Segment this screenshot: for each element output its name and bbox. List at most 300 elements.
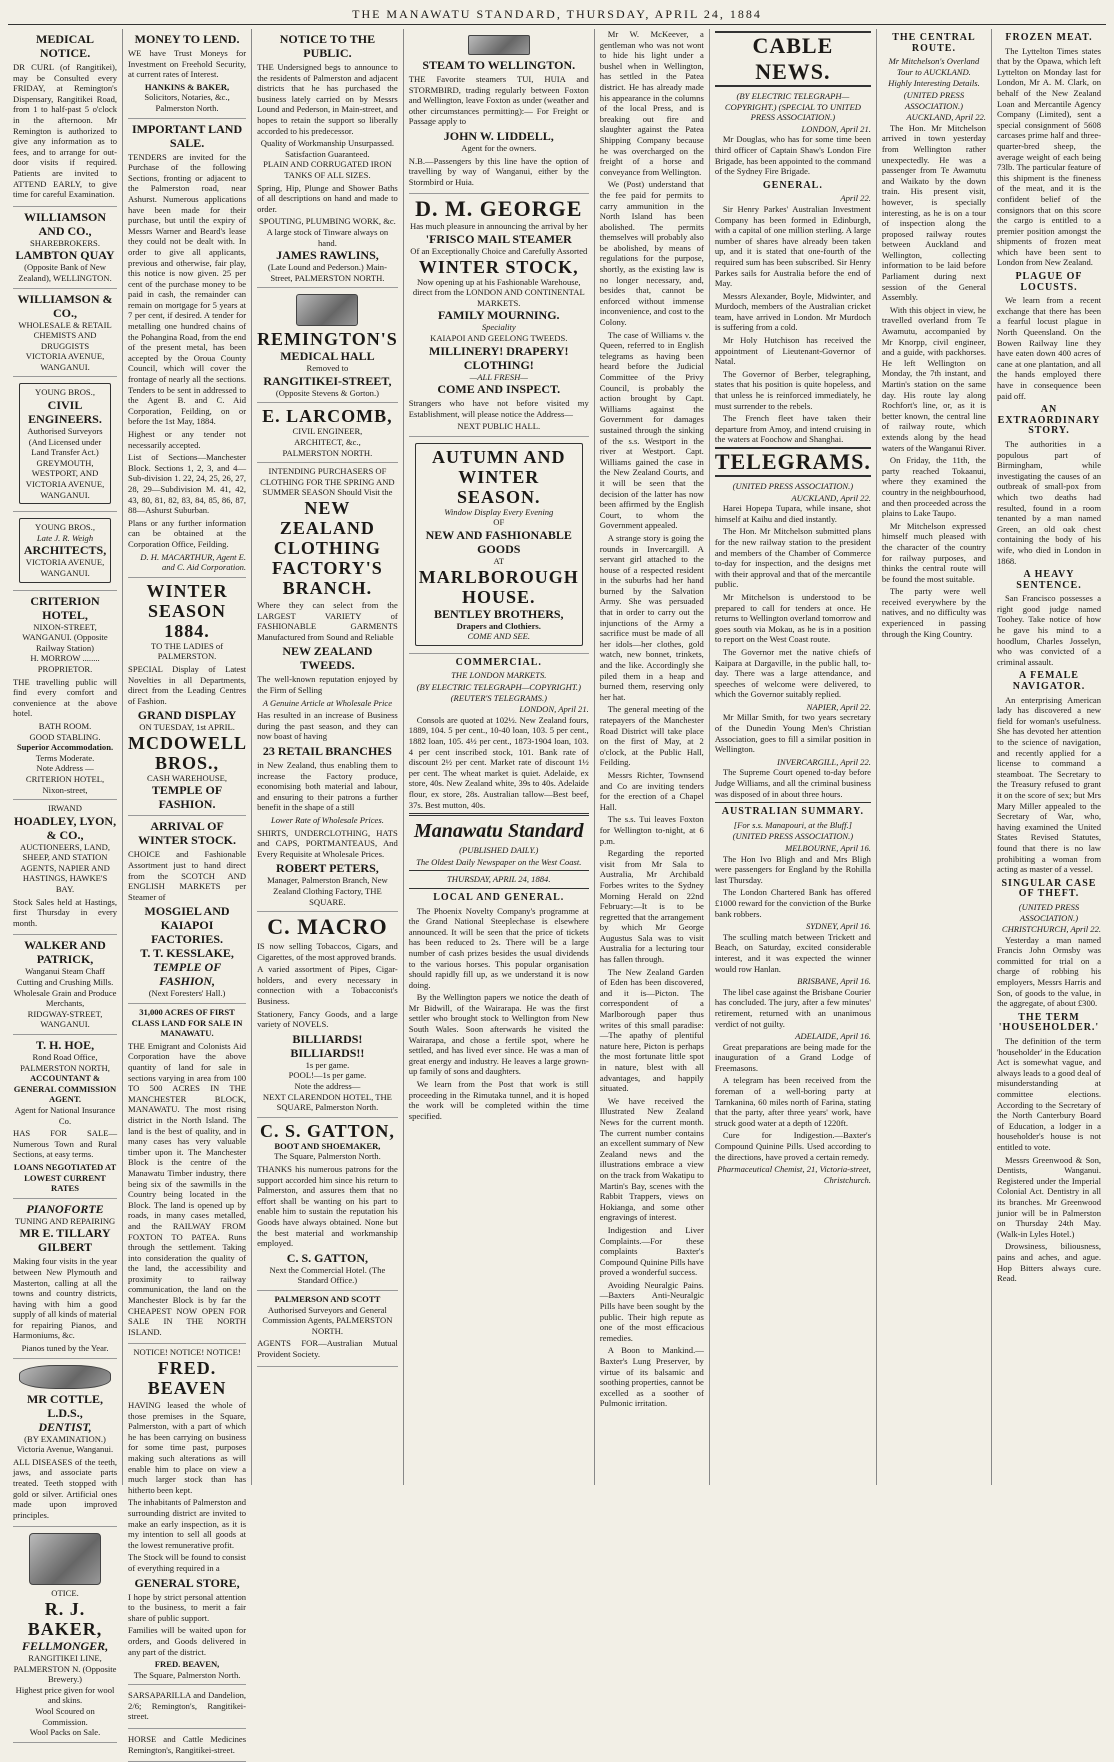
- column-3: [252, 29, 404, 1485]
- beaven-sign: FRED. BEAVEN,: [154, 1659, 220, 1670]
- george-body3: Now opening up at his Fashionable Warehouse, direct from the LONDON AND CONTINENTAL MARKETS.: [412, 276, 585, 308]
- winter-season-ad: [128, 578, 246, 817]
- column-7: [877, 29, 992, 1485]
- heavy-sentence-title: A HEAVY SENTENCE.: [1016, 569, 1082, 591]
- winter-title: WINTER SEASON 1884.: [146, 580, 228, 641]
- sarsaparilla-ad: [128, 1685, 246, 1729]
- public-quality: Quality of Workmanship Unsurpassed.: [260, 138, 395, 149]
- aus-sub: [For s.s. Manapouri, at the Bluff.]: [733, 819, 852, 830]
- telegrams-paragraph-6: The Supreme Court opened to-day before Judge Williams, and all the criminal business was disposed of in about three hours.: [714, 767, 871, 799]
- hoe-ad: [13, 1035, 117, 1199]
- column-1: [8, 29, 123, 1738]
- local-rule: [409, 888, 589, 889]
- aus-sign: Pharmaceutical Chemist, 21, Victoria-street, Christchurch.: [717, 1164, 871, 1185]
- macro-ad: [257, 912, 398, 1118]
- telegrams-date-2: NAPIER, April 22.: [806, 701, 871, 712]
- baker-end: Wool Packs on Sale.: [29, 1727, 101, 1738]
- clothing-genuine: A Genuine Article at Wholesale Price: [262, 697, 393, 708]
- public-notice-ad: [257, 29, 398, 288]
- remington-title: REMINGTON'S: [257, 329, 398, 350]
- medical-notice-ad: [13, 29, 117, 207]
- news-paragraph-9: The New Zealand Garden of Eden has been discovered, and it is—Picton. The correspondent of a Marlborough paper thus writes of this small paradise:—The apathy of plentiful nature here, Picton is perhaps the most fortunate little spot in nature, blest with all advantages, and happily situated.: [599, 966, 704, 1094]
- beaven-store: GENERAL STORE,: [134, 1575, 240, 1590]
- dentures-engraving: [19, 1365, 111, 1389]
- public-satisfaction: Satisfaction Guaranteed.: [285, 148, 370, 159]
- remington-street: RANGITIKEI-STREET,: [263, 373, 392, 388]
- criterion-terms: Terms Moderate.: [35, 752, 95, 763]
- young-address: GREYMOUTH, WESTPORT, AND VICTORIA AVENUE, WANGANUI.: [25, 457, 105, 500]
- central-paragraph-1: The Hon. Mr Mitchelson arrived in town yesterday from Wellington rather unexpectedly. He was a passenger from Te Awamutu and Waikato by the down train. His present visit, however, is specially interesting, as he is on a tour of inspection along the proposed railway routes between Auckland and Wellington, collecting information to be laid before Parliament during next session of the General Assembly.: [881, 122, 986, 303]
- piano-title: PIANOFORTE: [26, 1201, 104, 1216]
- column-2: [123, 29, 252, 1755]
- clothing-body2: The well-known reputation enjoyed by the Firm of Selling: [257, 674, 398, 695]
- clothing-body: Where they can select from the LARGEST VARIETY of FASHIONABLE GARMENTS Manufactured from Sound and Reliable: [257, 600, 398, 642]
- palmerson-name: PALMERSON AND SCOTT: [274, 1293, 381, 1304]
- criterion-body: THE travelling public will find every comfort and convenience at the above hotel.: [13, 676, 118, 719]
- palmerson-body: Authorised Surveyors and General Commission Agents, PALMERSTON NORTH.: [262, 1304, 393, 1336]
- beaven-title: FRED. BEAVEN: [147, 1358, 227, 1399]
- money-to-lend-ad: [128, 29, 246, 119]
- beaven-ad: [128, 1344, 246, 1685]
- baker-body: Highest price given for wool and skins.: [15, 1684, 115, 1706]
- rawlins-sub: (Late Lound and Pederson.) Main-Street, PALMERSTON NORTH.: [267, 262, 387, 283]
- peters-sub: Manager, Palmerston Branch, New Zealand Clothing Factory, THE SQUARE.: [267, 875, 388, 907]
- hoadley-trade: AUCTIONEERS, LAND, SHEEP, AND STATION AGENTS, NAPIER AND HASTINGS, HAWKE'S BAY.: [20, 841, 111, 895]
- clothing-title: NEW ZEALAND CLOTHING FACTORY'S BRANCH.: [272, 498, 383, 599]
- baker-name: R. J. BAKER,: [27, 1599, 103, 1639]
- larcomb-name: E. LARCOMB,: [262, 406, 393, 427]
- horse-medicine-ad: [128, 1729, 246, 1762]
- land-plans: Plans or any further information can be obtained at the Corporation Office, Feilding.: [128, 517, 247, 549]
- george-fresh: —ALL FRESH—: [469, 371, 528, 382]
- criterion-address: NIXON-STREET, WANGANUI. (Opposite Railway Station): [22, 621, 108, 653]
- aus-date-1: MELBOURNE, April 16.: [785, 843, 871, 853]
- medical-notice-title: MEDICAL NOTICE.: [36, 32, 95, 60]
- news-paragraph-6: Messrs Richter, Townsend and Co are inviting tenders for the erection of a Chapel Hall.: [599, 769, 704, 812]
- george-mourning: FAMILY MOURNING.: [437, 308, 560, 323]
- walker-address: RIDGWAY-STREET, WANGANUI.: [27, 1008, 103, 1030]
- hoadley-lyon-ad: [13, 800, 117, 935]
- george-speciality: Speciality: [481, 322, 516, 333]
- young-bros-engineers-ad: [13, 377, 117, 512]
- news-paragraph-8: Regarding the reported visit from Mr Sala to Australia, Mr Archibald Forbes writes to the Sydney Morning Herald on 22nd February:—It is to be regretted that the arrangement by which Mr George Augustus Sala was to visit Australia for a lecturing tour has fallen through.: [599, 848, 704, 965]
- aus-date-4: ADELAIDE, April 16.: [795, 1031, 871, 1042]
- aus-paragraph-2: The London Chartered Bank has offered £1000 reward for the conviction of the Burke bank robbers.: [714, 887, 871, 919]
- autumn-of: OF: [493, 517, 505, 528]
- williamson-address: (Opposite Bank of New Zealand), WELLINGTON.: [18, 262, 112, 283]
- notice-title: NOTICE! NOTICE! NOTICE!: [133, 1347, 241, 1358]
- cable-sub: (BY ELECTRIC TELEGRAPH—COPYRIGHT.) (SPECIAL TO UNITED PRESS ASSOCIATION.): [724, 91, 861, 123]
- medical-notice-body: DR CURL (of Rangitikei), may be Consulted every FRIDAY, at Remington's Dispensary, Rangitikei Road, from 1 to half-past 5 o'clock in the afternoon. Mr Remington is authorized to give any information as to fees, and to arrange for out-door visits if required. Patients are invited to ATTEND EARLY, to give time for careful Examination.: [13, 62, 118, 200]
- acres-for-sale-ad: [128, 1004, 246, 1344]
- macro-address: NEXT CLARENDON HOTEL, THE SQUARE, Palmerston North.: [262, 1091, 392, 1113]
- george-kaiapoi: KAIAPOI AND GEELONG TWEEDS.: [430, 332, 568, 343]
- williamson-trade: SHAREBROKERS.: [30, 237, 100, 248]
- bentley-name: BENTLEY BROTHERS,: [433, 606, 564, 621]
- land-body: TENDERS are invited for the Purchase of the following Sections, fronting or adjacent to the Palmerston road, near Ashurst. Numerous applications have been made for their purchase, but until the expiry of Messrs Warner and Beard's lease they could not be dealt with. In order to give all applicants, previous and otherwise, fair play, this notice is now given. 25 per cent of the purchase money to be paid in cash, the remainder can remain on mortgage for 5 years at 7 per cent, if desired. A tender for metalling one hundred chains of the Pohangina Road, from the end of the present metal, has been accepted by the Oroua County Council, which will cover the frontage of nearly all the sections. Tenders to be sent in addressed to the Agent B. and C. Aid Corporation, Feilding, on or before the 1st May, 1884.: [128, 151, 247, 427]
- aus-date-3: BRISBANE, April 16.: [797, 976, 871, 987]
- column-5: [595, 29, 710, 1485]
- female-navigator-body: An enterprising American lady has discovered a new field for woman's usefulness. She has devoted her attention to the science of navigation, and recently applied for a license to command a steamboat. The Secretary to the Treasury refused to grant it on the score of sex; but Mrs Mary Miller appealed to the Secretary of War, who, having examined the United States Revised Statutes, found that there is no law prohibiting a woman from acting as master of a vessel.: [996, 694, 1102, 875]
- theft-title: SINGULAR CASE OF THEFT.: [1001, 877, 1097, 900]
- remington-opposite: (Opposite Stevens & Gorton.): [275, 387, 379, 398]
- commercial-wire: (BY ELECTRIC TELEGRAPH—COPYRIGHT.) (REUTER'S TELEGRAMS.): [416, 682, 581, 703]
- aus-paragraph-1: The Hon Ivo Bligh and and Mrs Bligh were passengers for England by the Rohilla last Thursday.: [714, 853, 871, 885]
- beaven-body: HAVING leased the whole of those premises in the Square, Palmerston, with a part of which he has been carrying on business for some time past, purposes making such alterations as will enable him to place on view a much larger stock than has hitherto been kept.: [128, 1400, 247, 1495]
- hoe-trade: ACCOUNTANT & GENERAL COMMISSION AGENT.: [13, 1073, 117, 1105]
- heavy-sentence-body: San Francisco possesses a right good judge named Toohey. Take notice of how he gave his mind to a hoodlum, Charles Josselyn, who was convicted of a criminal assault.: [996, 593, 1102, 667]
- masthead: THE MANAWATU STANDARD, THURSDAY, APRIL 24, 1884: [8, 4, 1106, 25]
- williamson-sharebrokers-ad: [13, 207, 117, 289]
- arrival-body: CHOICE and Fashionable Assortment just to hand direct from the SCOTCH AND ENGLISH MARKETS per Steamer of: [128, 849, 247, 902]
- williamson-street: LAMBTON QUAY: [15, 248, 115, 263]
- macro-body2: A varied assortment of Pipes, Cigar-holders, and every necessary in connection with a Tobacconist's Business.: [257, 964, 398, 1007]
- aus-date-2: SYDNEY, April 16.: [805, 921, 871, 932]
- gatton-sign: C. S. GATTON,: [286, 1250, 369, 1265]
- autumn-at: AT: [493, 556, 505, 567]
- telegrams-paragraph-3: Mr Mitchelson is understood to be prepared to call for tenders at once. He returns to Wellington overland tomorrow and goes south via Mokau, as he is in a position to report on the West Coast route.: [714, 591, 871, 645]
- criterion-bath: BATH ROOM.: [38, 720, 92, 731]
- commercial-body: Consols are quoted at 102½. New Zealand fours, 1889, 104. 5 per cent., 10-40 loan, 103. 5 per cent., 1882 loan, 105. 4½ per cent., 1873-1904 loan, 103. 4 per cent inscribed stock, 101. Bank rate of discount 2½ per cent. Market rate of discount 1½ per cent. The wheat market is quiet. Adelaide, ex store, 40s. New Zealand white, 39s to 40s. Adelaide flour, ex store, 28s. Australian tallow—Best beef, 37s. Best mutton, 40s.: [408, 714, 589, 810]
- telegrams-date-1: AUCKLAND, April 22.: [791, 492, 871, 503]
- public-title: NOTICE TO THE PUBLIC.: [279, 32, 376, 60]
- commercial-date: LONDON, April 21.: [519, 704, 589, 715]
- cable-date-2: April 22.: [840, 193, 871, 204]
- winter-sub: TO THE LADIES of PALMERSTON.: [151, 640, 224, 662]
- young-trade: CIVIL ENGINEERS.: [28, 398, 102, 427]
- telegrams-paragraph-1: Harei Hopepa Tupara, while insane, shot himself at Kaihu and died instantly.: [714, 503, 871, 524]
- female-navigator-title: A FEMALE NAVIGATOR.: [1012, 670, 1086, 693]
- mosgiel-line: MOSGIEL AND KAIAPOI FACTORIES.: [144, 904, 230, 947]
- news-paragraph-5: The general meeting of the ratepayers of the Manchester Road District will take place on the first of May, at 2 o'clock, at the Public Hall, Feilding.: [599, 704, 704, 768]
- criterion-note: Note Address — CRITERION HOTEL, Nixon-street,: [25, 763, 105, 795]
- local-title: LOCAL AND GENERAL.: [433, 891, 565, 903]
- news-paragraph-13: A Boon to Mankind.—Baxter's Lung Preserver, by virtue of its balsamic and soothing properties, cannot be excelled as a soother of Pulmonic irritation.: [599, 1345, 704, 1409]
- beaven-body4: I hope by strict personal attention to the business, to merit a fair share of public support.: [128, 1591, 247, 1623]
- aus-press: (UNITED PRESS ASSOCIATION.): [732, 831, 854, 842]
- hoadley-name: HOADLEY, LYON, & CO.,: [13, 813, 117, 842]
- walker-name: WALKER AND PATRICK,: [24, 938, 106, 967]
- telegrams-paragraph-4: The Governor met the native chiefs of Kaipara at Dargaville, in the public hall, to-day. There was a large attendance, and speeches of welcome were delivered, to which the Governor suitably replied.: [714, 646, 871, 700]
- paper-oldest: The Oldest Daily Newspaper on the West Coast.: [416, 856, 582, 867]
- baker-address: RANGITIKEI LINE, PALMERSTON N. (Opposite Brewery.): [13, 1653, 117, 1685]
- george-name: D. M. GEORGE: [415, 196, 583, 222]
- george-address: NEXT PUBLIC HALL.: [457, 421, 541, 432]
- land-list: List of Sections—Manchester Block. Sections 1, 2, 3, and 4—Sub-division 1. 22, 24, 25, 26, 27, 28, 29—Subdivision M. 41, 42, 43, 80, 81, 82, 83, 84, 85, 86, 87, 88—Ashurst Suburban.: [128, 452, 247, 516]
- walker-body2: Wholesale Grain and Produce Merchants,: [13, 987, 117, 1009]
- hoe-loans: LOANS NEGOTIATED AT LOWEST CURRENT RATES: [13, 1161, 117, 1194]
- cottle-trade: DENTIST,: [38, 1419, 92, 1434]
- young2-address: VICTORIA AVENUE, WANGANUI.: [25, 557, 105, 578]
- cable-date-1: LONDON, April 21.: [801, 123, 871, 134]
- news-paragraph-11: Indigestion and Liver Complaints.—For these complaints Baxter's Compound Quinine Pills have proved a wonderful success.: [599, 1224, 704, 1278]
- clothing-intro: INTENDING PURCHASERS OF CLOTHING FOR THE SPRING AND SUMMER SEASON Should Visit the: [260, 466, 395, 498]
- aus-title: AUSTRALIAN SUMMARY.: [721, 806, 864, 818]
- piano-sub: TUNING AND REPAIRING: [14, 1215, 116, 1226]
- money-sign1: HANKINS & BAKER,: [144, 81, 230, 92]
- baker-fellmonger-ad: [13, 1527, 117, 1742]
- clothing-body3: Has resulted in an increase of Business during the past season, and they can now boast of having: [257, 710, 398, 742]
- billiards: BILLIARDS! BILLIARDS!!: [290, 1031, 365, 1060]
- pianoforte-ad: [13, 1199, 117, 1359]
- macro-body: IS now selling Tobaccos, Cigars, and Cigarettes, of the most approved brands.: [257, 941, 398, 962]
- public-spring: Spring, Hip, Plunge and Shower Baths of all descriptions on hand and made to order.: [257, 182, 398, 214]
- news-paragraph-12: Avoiding Neuralgic Pains.—Baxters Anti-Neuralgic Pills have been sought by the public. Their high repute as one of the most efficacious remedies.: [599, 1279, 704, 1343]
- telegrams-paragraph-2: The Hon. Mr Mitchelson submitted plans for the new railway station to the president and members of the Chamber of Commerce to-day for inspection, and the designs met with their approval and that of the mercantile public.: [714, 526, 871, 590]
- greenwood-notice: Messrs Greenwood & Son, Dentists, Wanganui. Registered under the Imperial Colonial Act. Dentistry in all its branches. Mr Greenwood junior will be in Palmerston on Thursday 24th May. (Walk-in Lyles Hotel.): [996, 1154, 1102, 1239]
- aus-paragraph-5: Great preparations are being made for the inauguration of a Grand Lodge of Freemasons.: [714, 1041, 871, 1073]
- householder-body: The definition of the term 'householder' in the Education Act is somewhat vague, and always leads to a good deal of misunderstanding at committee elections. According to the Secretary of the North Canterbury Board of Education, a lodger in a householder's house is not entitled to vote.: [996, 1036, 1102, 1152]
- beaven-body2: The inhabitants of Palmerston and surrounding district are invited to make an early inspection, as it is my intention to sell all goods at the lowest remunerative profit.: [128, 1497, 247, 1550]
- paper-date: THURSDAY, APRIL 24, 1884.: [447, 874, 551, 885]
- grand-title: GRAND DISPLAY: [137, 708, 237, 723]
- paper-title: Manawatu Standard: [414, 820, 584, 843]
- land-title: IMPORTANT LAND SALE.: [131, 121, 243, 150]
- george-millinery: MILLINERY! DRAPERY! CLOTHING!: [429, 343, 569, 372]
- young2-trade: ARCHITECTS,: [23, 543, 107, 558]
- cable-paragraph-4: Mr Holy Hutchison has received the appointment of Lieutenant-Governor of Natal.: [714, 335, 871, 367]
- george-ad: [409, 194, 589, 437]
- temple-title: TEMPLE OF FASHION.: [151, 783, 223, 812]
- larcomb-ad: [257, 403, 398, 463]
- steam-body: THE Favorite steamers TUI, HUIA and STORMBIRD, trading regularly between Foxton and Wellington, leave Foxton as under (weather and other circumstances permitting):— For Freight or Passage apply to: [408, 74, 589, 127]
- horse-body: HORSE and Cattle Medicines Remington's, Rangitikei-street.: [128, 1734, 247, 1755]
- cable-paragraph-1: Mr Douglas, who has for some time been third officer of Captain Shaw's London Fire Brigade, has been appointed to the command of the Sydney Fire Brigade.: [714, 134, 871, 177]
- cottle-name: MR COTTLE, L.D.S.,: [27, 1391, 104, 1420]
- telegrams-sub: (UNITED PRESS ASSOCIATION.): [732, 481, 854, 491]
- cottle-address: Victoria Avenue, Wanganui.: [16, 1444, 114, 1455]
- mcdowell-sub: CASH WAREHOUSE,: [147, 772, 228, 783]
- commercial-title: COMMERCIAL.: [455, 656, 542, 668]
- extraordinary-title: AN EXTRAORDINARY STORY.: [997, 404, 1101, 437]
- aus-paragraph-7: Cure for Indigestion.—Baxter's Compound Quinine Pills. Used according to the directions, have proved a certain remedy.: [714, 1130, 871, 1162]
- column-6: [710, 29, 877, 1485]
- beaven-body3: The Stock will be found to consist of everything required in a: [128, 1552, 247, 1573]
- cable-paragraph-6: The French fleet have taken their departure from Amoy, and intend cruising in the waters at Foochow and Shanghai.: [714, 413, 871, 445]
- steamship-engraving: [468, 35, 530, 55]
- news-paragraph-4: A strange story is going the rounds in Invercargill. A servant girl attached to the house of a respected resident in the suburbs had her hand burned by the Salvation Army. She was persuaded that in order to carry out the injunctions of the Army a sacrifice must be made of all her idols—her clothes, gold watch, new bonnet, trinkets, and the like. Accordingly she piled them in a heap and burned them, reserving only her hat.: [599, 532, 704, 702]
- piano-body: Making four visits in the year between New Plymouth and Masterton, calling at all the towns and country districts, having with him a good supply of all kinds of material for repairing Pianos, and Harmoniums, &c.: [13, 1256, 118, 1341]
- larcomb-trade: CIVIL ENGINEER,: [292, 426, 363, 437]
- piano-name: MR E. TILLARY GILBERT: [19, 1226, 111, 1255]
- aus-paragraph-4: The libel case against the Brisbane Courier has concluded. The jury, after a few minutes' retirement, returned with an unanimous verdict of not guilty.: [714, 986, 871, 1029]
- george-body4: Strangers who have not before visited my Establishment, will please notice the Address—: [408, 398, 589, 419]
- pool: POOL!—1s per game.: [288, 1070, 367, 1081]
- telegrams-date-3: INVERCARGILL, April 22.: [777, 756, 871, 767]
- williamson2-address: VICTORIA AVENUE, WANGANUI.: [25, 351, 105, 372]
- criterion-accommodation: Superior Accommodation.: [16, 742, 114, 753]
- news-paragraph-10: We have received the Illustrated New Zealand News for the current month. The current number contains an excellent summary of New Zealand news and the illustrations embrace a view on the track from Wakatipu to Martin's Bay, scenes with the Rabbit Trappers, views on Hokianga, and some other engravings of interest.: [599, 1095, 704, 1223]
- gatton-address: The Square, Palmerston North.: [274, 1151, 381, 1162]
- medicine-bottles-engraving: [296, 294, 358, 326]
- gatton-ad: [257, 1118, 398, 1291]
- kesslake-sub: TEMPLE OF FASHION,: [152, 960, 222, 989]
- frozen-meat-body: The Lyttelton Times states that by the Opawa, which left Lyttelton on Monday last for London, Mr A. M. Clark, on behalf of the New Zealand Loan and Mercantile Agency Company (Limited), sent a special consignment of 5608 carcases prime half and three-quarter-bred sheep, the average weight of each being 73lb. The particular feature of this shipment is the fineness of the meat, and it is the confident belief of the consignors that on this score the cargo is entitled to a premier position amongst the shipments of frozen meat which have been sent to London from New Zealand.: [996, 45, 1102, 268]
- acres-body: THE Emigrant and Colonists Aid Corporation have the above quantity of land for sale in sections varying in area from 100 TO 500 ACRES IN THE MANCHESTER BLOCK, MANAWATU. The most rising district in the North Island. The land is the best of quality, and in many cases has very valuable timber upon it. The Manchester Block is the centre of the Manawatu Timber industry, there being six of the sawmills in the Country being located in the Block. The land is opened up by roads, in many cases metalled, and the RAILWAY FROM FOXTON TO PATEA. Runs through the settlement. Taking into consideration the quality of the land, the accessibility and proximity to railway communication, the land on the Manchester Block is by far the CHEAPEST NOW OPEN FOR SALE IN THE NORTH ISLAND.: [128, 1040, 247, 1337]
- clothing-factory-ad: [257, 463, 398, 912]
- central-sub2: Highly Interesting Details.: [888, 78, 980, 89]
- gatton-trade: BOOT AND SHOEMAKER,: [274, 1140, 381, 1151]
- public-spouting: SPOUTING, PLUMBING WORK, &c.: [258, 216, 396, 227]
- williamson-chemists-ad: [13, 289, 117, 378]
- wool-bale-engraving: [29, 1533, 101, 1585]
- gatton-sign2: Next the Commercial Hotel. (The Standard Office.): [269, 1264, 386, 1286]
- masthead-rule: [409, 813, 589, 816]
- george-ship: 'FRISCO MAIL STEAMER: [425, 231, 572, 246]
- hoe-agent: Agent for National Insurance Co.: [14, 1104, 116, 1126]
- grand-date: ON TUESDAY, 1st APRIL.: [139, 722, 235, 733]
- young-bros-architects-ad: [13, 512, 117, 590]
- aus-paragraph-6: A telegram has been received from the foreman of a well-boring party at Tarnkanina, 60 miles north of Farina, stating that the party, after three years' work, have struck good water at a depth of 1220ft.: [714, 1075, 871, 1128]
- land-sign: D. H. MACARTHUR, Agent E. and C. Aid Corporation.: [140, 551, 247, 573]
- mcdowell-name: MCDOWELL BROS.,: [128, 732, 248, 773]
- larcomb-address: PALMERSTON NORTH.: [282, 447, 373, 458]
- hoe-address: Rond Road Office, PALMERSTON NORTH,: [20, 1052, 110, 1073]
- cable-paragraph-5: The Governor of Berber, telegraphing, states that his position is quite hopeless, and that unless he is reinforced immediately, he must surrender to the rebels.: [714, 368, 871, 411]
- land-body2: Highest or any tender not necessarily accepted.: [128, 429, 247, 450]
- drowsiness-notice: Drowsiness, biliousness, pains and aches, and ague. Hop Bitters always cure. Read.: [996, 1241, 1102, 1284]
- public-iron: PLAIN AND CORRUGATED IRON TANKS OF ALL SIZES.: [263, 159, 392, 180]
- walker-body: Wanganui Steam Chaff Cutting and Crushing Mills.: [16, 966, 114, 988]
- cable-paragraph-2: Sir Henry Parkes' Australian Investment Company has been formed in Edinburgh, with a capital of one million sterling. A large number of shares have already been taken up, and it is stated that one-fourth of the required sum has been subscribed. Sir Henry Parkes sails for Australia before the end of May.: [714, 203, 871, 289]
- george-stock: WINTER STOCK,: [418, 256, 579, 277]
- local-paragraph-2: By the Wellington papers we notice the death of Mr Bidwill, of the Wairarapa. He was the first settler who brought stock to Wellington from New South Wales. Soon afterwards he visited the Wairarapa, and chose a fertile spot, where he settled, and has lived ever since. He was a man of great energy and industry. He leaves a large grown-up family of sons and daughters.: [408, 992, 589, 1077]
- bentley-trade: Drapers and Clothiers.: [456, 620, 541, 631]
- cable-news-title: CABLE NEWS.: [715, 31, 871, 87]
- money-body: WE have Trust Moneys for Investment on Freehold Security, at current rates of Interest.: [128, 48, 247, 80]
- baker-trade: FELLMONGER,: [21, 1639, 109, 1653]
- central-paragraph-5: The party were well received everywhere by the natives, and no difficulty was experienced in passing through the King Country.: [881, 586, 986, 639]
- williamson2-trade: WHOLESALE & RETAIL CHEMISTS AND DRUGGISTS: [18, 319, 112, 351]
- cottle-dentist-ad: [13, 1359, 117, 1528]
- remington-ad: [257, 288, 398, 403]
- williamson2-name: WILLIAMSON & CO.,: [17, 291, 113, 320]
- young-bros2-box: [19, 518, 111, 582]
- central-paragraph-2: With this object in view, he travelled overland from Te Awamutu, accompanied by Mr Knorpp, civil engineer, and a guide, with packhorses. He left Wellington on Monday, the 7th instant, and Martin's station on the same day. His route lay along Rochfort's line, or, as it is better known, the central line of railway route, which extends along by the head waters of the Wanganui River.: [881, 304, 986, 453]
- clothing-lower: Lower Rate of Wholesale Prices.: [270, 814, 384, 825]
- remington-sub: MEDICAL HALL: [280, 349, 375, 364]
- cable-paragraph-3: Messrs Alexander, Boyle, Midwinter, and Murdoch, members of the Australian cricket team, have arrived in London. Mr Murdoch is suffering from a cold.: [714, 290, 871, 333]
- central-paragraph-3: On Friday, the 11th, the party reached Tokaanui, where they examined the country in the neighbourhood, and then proceeded across the plains to Lake Taupo.: [881, 455, 986, 519]
- central-press: (UNITED PRESS ASSOCIATION.): [903, 89, 965, 111]
- macro-note: Note the address—: [294, 1081, 361, 1092]
- theft-date: CHRISTCHURCH, April 22.: [1001, 924, 1102, 935]
- autumn-goods: NEW AND FASHIONABLE GOODS: [425, 528, 572, 557]
- householder-title: THE TERM 'HOUSEHOLDER.': [998, 1011, 1100, 1034]
- palmerson-scott-ad: [257, 1291, 398, 1367]
- steam-agent: Agent for the owners.: [461, 142, 537, 153]
- aus-paragraph-3: The sculling match between Trickett and Beach, on Saturday, excited considerable interest, and it was expected the winner would row Hanlan.: [714, 931, 871, 974]
- kesslake-name: T. T. KESSLAKE,: [140, 946, 234, 961]
- george-body: Has much pleasure in announcing the arrival by her: [410, 221, 588, 232]
- news-paragraph-7: The s.s. Tui leaves Foxton for Wellington to-night, at 6 p.m.: [599, 814, 704, 846]
- rawlins-name: JAMES RAWLINS,: [276, 248, 379, 263]
- local-paragraph-1: The Phoenix Novelty Company's programme at the Grand National Steeplechase is elsewhere announced. It will be seen that the price of tickets has been reduced to 2s. There will be a large number of cash prizes besides the usual dividends to the various horses. This popular organisation should rapidly fill up, as we understand it is now doing.: [408, 905, 589, 990]
- peters-name: ROBERT PETERS,: [276, 861, 379, 876]
- beaven-sign2: The Square, Palmerston North.: [133, 1669, 241, 1680]
- winter-stock-ad: [128, 816, 246, 1004]
- criterion-hotel-ad: [13, 591, 117, 801]
- winter-body: SPECIAL Display of Latest Novelties in all Departments, direct from the Leading Centres of Fashion.: [128, 663, 247, 706]
- local-paragraph-3: We learn from the Post that work is still proceeding in the Rimutaka tunnel, and it is hoped the work will be completed within the time specified.: [408, 1079, 589, 1121]
- land-sale-ad: [128, 119, 246, 578]
- remington-removed: Removed to: [306, 363, 349, 374]
- young-name: YOUNG BROS.,: [35, 387, 95, 398]
- frozen-meat-title: FROZEN MEAT.: [1005, 32, 1093, 43]
- george-body2: Of an Exceptionally Choice and Carefully Assorted: [410, 245, 588, 256]
- sarsaparilla-body: SARSAPARILLA and Dandelion, 2/6; Remington's, Rangitikei-street.: [128, 1690, 247, 1722]
- young2-name: YOUNG BROS.,: [35, 522, 95, 533]
- central-paragraph-4: Mr Mitchelson expressed himself much pleased with the character of the country for railway purposes, and thinks the central route will be found the most suitable.: [881, 520, 986, 584]
- billiards-sub: 1s per game.: [305, 1059, 350, 1070]
- cable-general: GENERAL.: [762, 179, 823, 191]
- hoe-name: T. H. HOE,: [35, 1038, 95, 1052]
- walker-patrick-ad: [13, 935, 117, 1035]
- young2-sub: Late J. R. Weigh: [36, 532, 94, 543]
- steam-sign: JOHN W. LIDDELL,: [443, 128, 554, 143]
- criterion-stabling: GOOD STABLING.: [29, 731, 101, 742]
- clothing-branches: 23 RETAIL BRANCHES: [262, 743, 392, 758]
- autumn-box: [415, 443, 583, 646]
- palmerson-agents: AGENTS FOR—Australian Mutual Provident Society.: [257, 1338, 398, 1359]
- money-sign2: Solicitors, Notaries, &c., Palmerston North.: [144, 92, 230, 113]
- extraordinary-body: The authorities in a populous part of Birmingham, while investigating the causes of an outbreak of small-pox from which two deaths had resulted, found in a room tenanted by a man named Green, an old oak chest containing the body of his wife, who died in London in 1868.: [996, 438, 1102, 566]
- central-sub: Mr Mitchelson's Overland Tour to AUCKLAND.: [888, 56, 980, 77]
- news-paragraph-3: The case of Williams v. the Queen, referred to in English telegrams as having been heard before the Judicial Committee of the Privy Council, is probably the action brought by Capt. Williams against the Government for damages sustained through the sinking of the s.s. Westport in the river at Westport. Capt. Williams gained the case in the New Zealand Courts, and it will be seen that the decision of the latter has now been affirmed by the English Court, to whom the Government appealed.: [599, 329, 704, 531]
- locusts-body: We learn from a recent exchange that there has been a fearful locust plague in North Queensland. On the Bowen Railway line they have eaten down 400 acres of cane at one plantation, and all the hands employed there have in consequence been paid off.: [996, 295, 1102, 401]
- cottle-sub: (BY EXAMINATION.): [24, 1433, 106, 1444]
- central-route-title: THE CENTRAL ROUTE.: [892, 32, 976, 54]
- aus-rule: [715, 802, 871, 803]
- paper-sub: (PUBLISHED DAILY.): [459, 845, 539, 856]
- criterion-name: CRITERION HOTEL,: [30, 593, 100, 622]
- acres-title: 31,000 ACRES OF FIRST CLASS LAND FOR SALE IN MANAWATU.: [131, 1007, 243, 1039]
- autumn-winter-ad: [409, 437, 589, 654]
- beaven-body5: Families will be waited upon for orders, and Goods delivered in any part of the district.: [128, 1625, 247, 1657]
- news-paragraph-2: We (Post) understand that the fee paid for permits to carry ammunition in the North Island has been abolished. The permits themselves will probably also be abolished, by means of regulations for the purpose, shortly, as the existing law is no longer necessary, and, besides that, cannot be enforced without immense inconvenience, and cost to the Colony.: [599, 179, 704, 328]
- hoadley-pre: IRWAND: [48, 803, 82, 814]
- gatton-name: C. S. GATTON,: [259, 1120, 395, 1141]
- kesslake-address: (Next Foresters' Hall.): [148, 988, 226, 999]
- young-bros-box: [19, 383, 111, 504]
- clothing-shirts: SHIRTS, UNDERCLOTHING, HATS and CAPS, PORTMANTEAUS, And Every Requisite at Wholesale Prices.: [257, 827, 398, 859]
- hoadley-body: Stock Sales held at Hastings, first Thursday in every month.: [13, 896, 118, 928]
- autumn-window: Window Display Every Evening: [444, 506, 554, 517]
- autumn-house: MARLBOROUGH HOUSE.: [418, 566, 579, 607]
- williamson-name: WILLIAMSON AND CO.,: [24, 209, 107, 238]
- telegrams-title: TELEGRAMS.: [715, 447, 871, 477]
- theft-body: Yesterday a man named Francis John Ormsby was committed for trial on a charge of robbing his employers, Messrs Harris and Son, of goods to the value, in the aggregate, of about £300.: [996, 934, 1102, 1009]
- clothing-tweeds: NEW ZEALAND TWEEDS.: [282, 644, 373, 673]
- column-4: [404, 29, 595, 1485]
- autumn-title: AUTUMN AND WINTER SEASON.: [432, 446, 566, 507]
- public-large: A large stock of Tinware always on hand.: [266, 226, 389, 248]
- date-rule: [409, 870, 589, 871]
- theft-press: (UNITED PRESS ASSOCIATION.): [1018, 901, 1080, 923]
- central-date: AUCKLAND, April 22.: [906, 112, 986, 123]
- criterion-proprietor: H. MORROW ........ PROPRIETOR.: [30, 653, 100, 674]
- gatton-body: THANKS his numerous patrons for the support accorded him since his return to Palmerston, and assures them that no effort shall be wanting on his part to enable him to sustain the reputation his Goods have always obtained. None but the best material and workmanship employed.: [257, 1164, 398, 1249]
- arrival-title: ARRIVAL OF WINTER STOCK.: [138, 819, 236, 848]
- macro-name: C. MACRO: [267, 914, 388, 940]
- locusts-title: PLAGUE OF LOCUSTS.: [1015, 271, 1083, 293]
- steam-title: STEAM TO WELLINGTON.: [422, 58, 576, 72]
- larcomb-sub: ARCHITECT, &c.,: [294, 437, 361, 448]
- hoe-sale: HAS FOR SALE—Numerous Town and Rural Sections, at easy terms.: [13, 1128, 118, 1160]
- columns: [8, 29, 1106, 1755]
- baker-pre: OTICE.: [51, 1588, 79, 1599]
- george-come: COME AND INSPECT.: [437, 382, 561, 397]
